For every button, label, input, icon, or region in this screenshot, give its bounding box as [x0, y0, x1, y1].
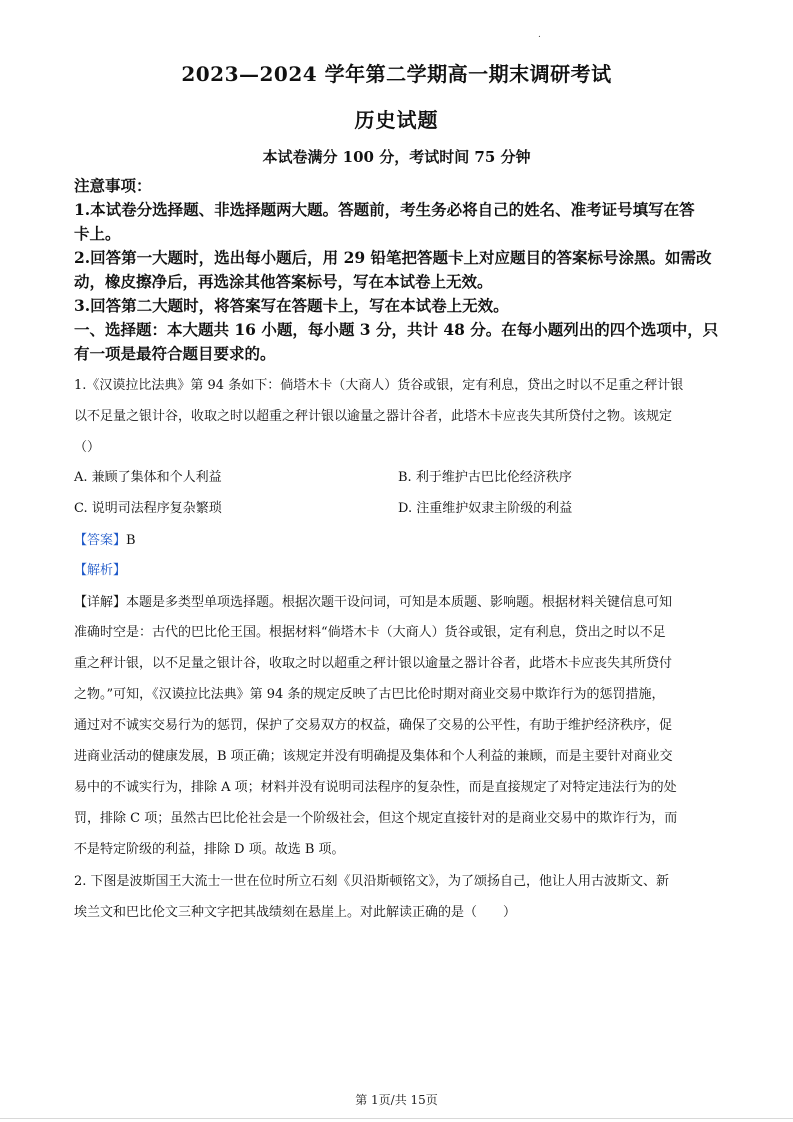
- subject-title: 历史试题: [354, 108, 439, 132]
- q1-detail: [74, 591, 672, 610]
- detail-tag: 【详解】: [74, 595, 127, 610]
- q1-detail: 罚，排除 C 项；虽然古巴比伦社会是一个阶级社会，但这个规定直接针对的是商业交易中的欺诈行为，而: [74, 811, 678, 826]
- question-1-stem: （）: [74, 440, 101, 455]
- exam-info: 本试卷满分 100 分，考试时间 75 分钟: [262, 148, 531, 166]
- q1-option-c: C. 说明司法程序复杂繁琐: [74, 501, 222, 516]
- exam-title: 2023—2024 学年第二学期高一期末调研考试: [181, 62, 612, 86]
- q1-detail: 准确时空是：古代的巴比伦王国。根据材料“倘塔木卡（大商人）货谷或银，定有利息，贷出之时以不足: [74, 625, 666, 640]
- q1-option-d: D. 注重维护奴隶主阶级的利益: [398, 501, 573, 516]
- q1-detail: 通过对不诚实交易行为的惩罚，保护了交易双方的权益，确保了交易的公平性，有助于维护经济秩序，促: [74, 718, 673, 733]
- section-heading: 一、选择题：本大题共 16 小题，每小题 3 分，共计 48 分。在每小题列出的四个选项中，只: [74, 320, 719, 339]
- footer-divider: [0, 1118, 793, 1119]
- answer-tag: 【答案】: [74, 533, 127, 548]
- notes-line: 2.回答第一大题时，选出每小题后，用 29 铅笔把答题卡上对应题目的答案标号涂黑。如需改: [74, 248, 712, 267]
- page-number: 第 1页/共 15页: [355, 1093, 438, 1107]
- notes-line: 动，橡皮擦净后，再选涂其他答案标号，写在本试卷上无效。: [74, 272, 493, 291]
- question-1-stem: 以不足量之银计谷，收取之时以超重之秤计银以逾量之器计谷者，此塔木卡应丧失其所贷付之物。该规定: [74, 409, 673, 424]
- q1-answer: [74, 529, 136, 548]
- stray-dot: .: [538, 30, 541, 40]
- q1-detail: 重之秤计银，以不足量之银计谷，收取之时以超重之秤计银以逾量之器计谷者，此塔木卡应丧失其所贷付: [74, 656, 673, 671]
- q1-analysis: [74, 559, 126, 578]
- q1-option-b: B. 利于维护古巴比伦经济秩序: [398, 470, 572, 485]
- question-1-stem: 1.《汉谟拉比法典》第 94 条如下：倘塔木卡（大商人）货谷或银，定有利息，贷出之时以不足重之秤计银: [74, 378, 684, 393]
- detail-text: 本题是多类型单项选择题。根据次题干设问词，可知是本质题、影响题。根据材料关键信息可知: [126, 595, 673, 610]
- question-2-stem: 埃兰文和巴比伦文三种文字把其战绩刻在悬崖上。对此解读正确的是（ ）: [74, 905, 517, 920]
- q1-detail: 进商业活动的健康发展，B 项正确；该规定并没有明确提及集体和个人利益的兼顾，而是主要针对商业交: [74, 749, 673, 764]
- section-heading-cont: 有一项是最符合题目要求的。: [74, 344, 276, 363]
- notes-line: 3.回答第二大题时，将答案写在答题卡上，写在本试卷上无效。: [74, 296, 509, 315]
- answer-value: B: [126, 533, 136, 548]
- notes-line: 1.本试卷分选择题、非选择题两大题。答题前，考生务必将自己的姓名、准考证号填写在答: [74, 200, 695, 219]
- notes-line: 卡上。: [74, 224, 121, 243]
- q1-detail: 不是特定阶级的利益，排除 D 项。故选 B 项。: [74, 842, 345, 857]
- q1-detail: 易中的不诚实行为，排除 A 项；材料并没有说明司法程序的复杂性，而是直接规定了对特定违法行为的处: [74, 780, 677, 795]
- analysis-tag: 【解析】: [74, 563, 127, 578]
- q1-option-a: A. 兼顾了集体和个人利益: [74, 470, 222, 485]
- q1-detail: 之物。”可知，《汉谟拉比法典》第 94 条的规定反映了古巴比伦时期对商业交易中欺诈行为的惩罚措施，: [74, 687, 665, 702]
- question-2-stem: 2. 下图是波斯国王大流士一世在位时所立石刻《贝沿斯顿铭文》，为了颂扬自己，他让人用古波斯文、新: [74, 874, 670, 889]
- notes-heading: 注意事项：: [74, 176, 152, 195]
